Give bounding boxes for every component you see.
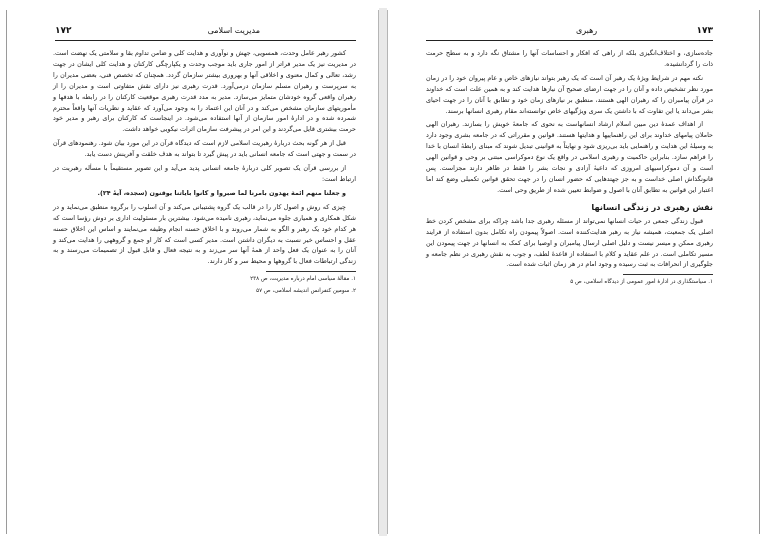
left-paragraph-2: قبل از هر گونه بحث دربارهٔ رهبریت اسلامی لازم است که دیدگاه قرآن در این مورد بیان شود. رهنمودهای قرآن در سمت و جهتی است که جامعه انسانی باید در پیش گیرد تا بتواند به هدف خلقت و آفرینش دست یابد. [53, 139, 356, 159]
right-page [387, 10, 760, 534]
right-paragraph-3: از اهداف عمدهٔ دین مبین اسلام ارشاد انسانهاست به نحوی که جامعهٔ خویش را بسازند. رهبران الهی حاملان پیامهای خداوند برای این راهنماییها و هدایتها هستند. قوانین و مقرراتی که در جامعه بشری وجود دارد به وسیلهٔ این هدایت و راهنمایی باید بی‌ریزی شود و نهایتاً به قوانینی تبدیل شوند که مبنای رابطهٔ انسان با خدا را فراهم سازد. بنابراین حاکمیت و رهبری اسلامی در واقع یک نوع دموکراسی مبتنی بر وحی و قوانین الهی است و آن دموکراسیهای امروزی که داعیهٔ آزادی و نجات بشر را فقط در ظاهر دارند مجزاست. پس قانونگذاش اصلی خداست و به جز جهتدهایی که حضور انسان را در جهت تحقق قوانین تکمیلی وضع کند اما اعتبار این قوانین به تطابق آنان با اصول و ضوابط تعیین شده از طریق وحی است. [426, 120, 713, 194]
left-paragraph-1: کشور رهبر عامل وحدت، همسویی، جهش و نوآوری و هدایت کلی و ضامن تداوم بقا و سلامتی یک نهضت است. در مدیریت نیز یک مدیر فراتر از امور جاری باید موجب وحدت و یکپارچگی کارکنان و هدایت کلی ایشان در جهت رشد، تعالی و کمال معنوی و اخلاقی آنها و بهروری بیشتر سازمان گردد. همچنان که تخصص فنی، بعضی مدیران را به سرپرست و رهبران مسلم سازمان درمی‌آورد. قدرت رهبری نیز دارای نقش متفاوتی است و مدیران را از رهبران واقعی گروه خودشان متمایز می‌سازد. مدیر به مدد قدرت رهبری موقعیت کارکنان را در رابطه با هدفها و مأموریتهای سازمان مشخص می‌کند و در آنان این اعتماد را به وجود می‌آورد که عقاید و نظریات آنها واقعاً محترم شمرده شده و در ادارهٔ امور سازمان از آنها استفاده می‌شود. در اینجاست که کارکنان برای رهبر و مدیر خود حرمت بیشتری قایل می‌گردند و این امر در پیشرفت سازمان اثرات نیکویی خواهد داشت. [53, 49, 356, 134]
left-page [6, 10, 379, 534]
left-page-number: ۱۷۲ [55, 26, 72, 36]
right-footnote-rule [623, 274, 713, 275]
left-paragraph-3: از بررسی قرآن یک تصویر کلی دربارهٔ جامعه انسانی پدید می‌آید و این تصویر مستقیماً با مسأله رهبریت در ارتباط است: [53, 164, 356, 183]
left-running-title: مدیریت اسلامی [207, 26, 260, 35]
right-paragraph-2: نکته مهم در شرایط ویژهٔ یک رهبر آن است که یک رهبر بتواند نیازهای خاص و عام پیروان خود را در زمان مورد نظر تشخیص داده و آنان را در جهت ارضای صحیح آن نیازها هدایت کند و به همین علت است که خداوند در قرآن پیامبران را که رهبران الهی هستند، منطبق بر نیازهای زمان خود و تطابق با آنان را در جهت احیای بشر می‌داند یا این تفاوت که با داشتن یک سری ویژگیهای خاص توانسته‌اند مقام رهبری انسانها برسند. [426, 73, 713, 115]
right-page-number: ۱۷۳ [696, 26, 713, 36]
book-gutter [379, 8, 387, 536]
left-paragraph-5: چیزی که روش و اصول کار را در قالب یک گروه پشتیبانی می‌کند و آن اسلوب را برگروه منطبق می‌نماید و در شکل همکاری و همیاری جلوه می‌نماید، رهبری نامیده می‌شود. بیشترین بار مسئولیت اداری بر دوش رؤسا است که هر کدام خود یک رهبر و الگو به شمار می‌روند و با اخلاق حسنه انجام وظیفه می‌نمایند و اساس این اخلاق حسنه عقل و احساس خیر نسبت به دیگران داشتن است. مدیر کسی است که کار او جمع و گروههی را هدایت می‌کند و آنان را به عنوان یک فعل واحد از همهٔ آنها سر می‌زند و به نتیجه فعال و قابل قبول از تصمیمات می‌رسند و به زندگی ارتباطات فعال با گروهها و محیط سر و کار دارند. [53, 202, 356, 266]
left-footnote-rule [266, 271, 356, 272]
right-running-title: رهبری [576, 26, 598, 35]
right-paragraph-1: جاده‌سازی، و اختلاف‌انگیزی بلکه از راهی که افکار و احساسات آنها را مشتاق نگه دارد و به سطح حرمت ذات را گردانشیده. [426, 49, 713, 68]
left-page-header [55, 24, 356, 41]
right-page-body [426, 48, 713, 504]
right-page-header [426, 24, 713, 41]
section-heading: نقش رهبری در زندگی انسانها [591, 201, 713, 212]
left-footnote-1: ۱. مقالهٔ سیاسی امام درباره مدیریت، ص ۲۳۸ [250, 276, 356, 283]
left-page-body [53, 48, 356, 504]
right-footnote-1: ۱. سیاستگذاری در ادارهٔ امور عمومی از دیدگاه اسلامی، ص ۵ [570, 279, 713, 286]
left-footnote-2: ۲. سومین کنفرانس اندیشه اسلامی، ص ۵۷ [256, 288, 356, 295]
right-section-paragraph-1: قبول زندگی جمعی در حیات انسانها نمی‌تواند از مسئله رهبری جدا باشد چراکه برای مشخص کردن خط اصلی یک جمعیت، همیشه نیاز به رهبر هدایت‌کننده است. اصولاً پیمودن راه تکامل بدون استفاده از فرایند رهبری ممکن و میسر نیست و دلیل اصلی ارسال پیامبران و اوصیا برای کمک به انسانها در جهت پیمودن این مسیر تکاملی است. در علم عقاید و کلام با استفاده از قاعدهٔ لطف، و جوب به نقش رهبری در نظم جامعه و جلوگیری از انحرافات به ثبت رسیده و وجود امام در هر زمان اثبات شده است. [426, 216, 713, 269]
left-quran-quote: و جعلنا منهم ائمة یهدون بامرنا لما صبروا و کانوا بایاتنا یوقنون (سجده، آیهٔ ۲۴). [97, 188, 346, 197]
